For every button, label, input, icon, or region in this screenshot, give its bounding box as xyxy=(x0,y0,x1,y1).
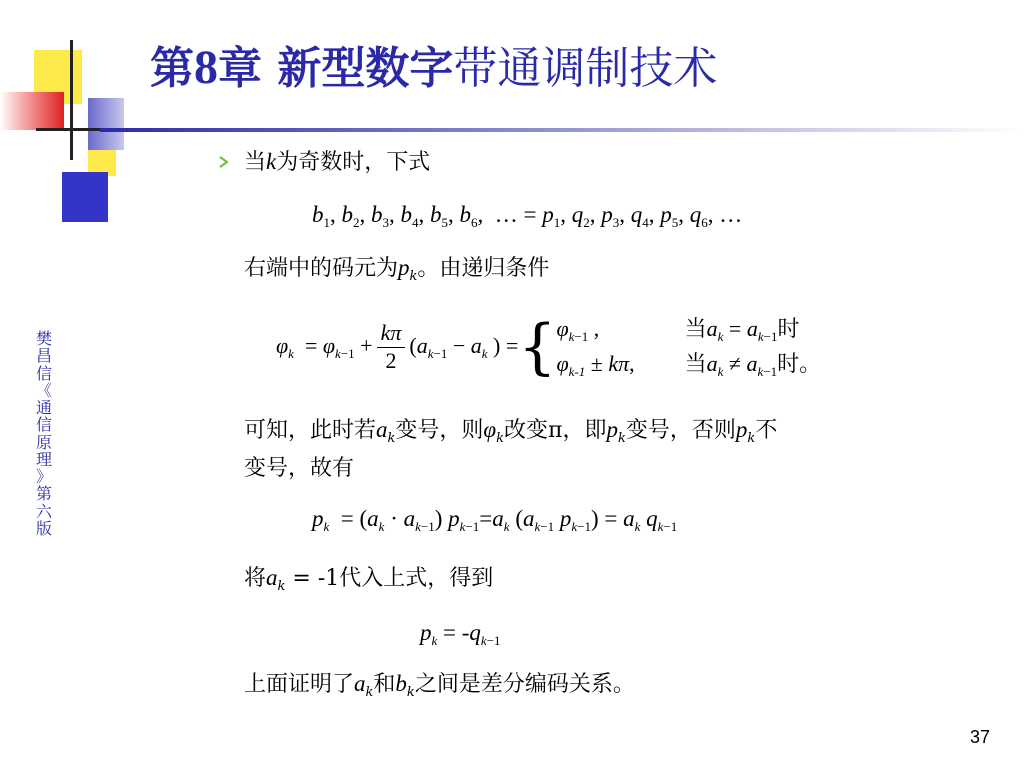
text-right-side: 右端中的码元为$p_k$。由递归条件 xyxy=(244,255,550,284)
text-conclusion: 上面证明了$a_k$和$b_k$之间是差分编码关系。 xyxy=(244,671,635,700)
title-underline xyxy=(100,128,1024,132)
decor-vertical-line xyxy=(70,40,73,160)
bullet-line: 当k为奇数时，下式 xyxy=(244,149,431,175)
page-number: 37 xyxy=(969,727,990,747)
case1-condition: 当$a_k = a_{k-1}$时 xyxy=(684,316,800,344)
decor-red-gradient-bar xyxy=(0,92,64,130)
equation-pk-derivation: $p_k = (a_k \cdot a_{k-1})$ $p_{k-1}=a_k$ ($a_{k-1}$ $p_{k-1}) = a_k$ $q_{k-1}$ xyxy=(312,506,678,534)
case2-condition: 当$a_k \ne a_{k-1}$时。 xyxy=(684,351,822,380)
equation-pk-result: $p_k = -q_{k-1}$ xyxy=(420,620,501,648)
slide-title: 第8章 新型数字带通调制技术 xyxy=(150,41,718,94)
equation-sequence: $b_1$, $b_2$, $b_3$, $b_4$, $b_5$, $b_6$, … = $p_1$, $q_2$, $p_3$, $q_4$, $p_5$, $q_6$, … xyxy=(312,202,743,230)
text-sign-change: 可知，此时若$a_k$变号，则$\varphi_k$改变π，即$p_k$变号，否则$p_k$不 变号，故有 xyxy=(244,417,778,482)
equation-phase-recursion: $\varphi_k = \varphi_{k-1}$ + $\frac{k\pi}{2}$ ($a_{k-1} - a_k$ ) = { $\varphi_{k-1}$ , $\varphi_{k-1} \pm k\pi$, 当$a_k = a_{k-1}$时 当$a_k \ne a_{k-1}$时。 xyxy=(276,312,822,383)
bullet-arrow-icon xyxy=(218,154,230,173)
decor-blue-square xyxy=(62,172,108,222)
decor-blue-gradient-square xyxy=(88,98,124,150)
text-substitute: 将$a_k = -1$代入上式，得到 xyxy=(244,565,494,594)
decor-horizontal-line xyxy=(36,128,106,131)
sidebar-book-title: 樊 昌 信 《 通 信 原 理 》 第 六 版 xyxy=(35,329,52,538)
